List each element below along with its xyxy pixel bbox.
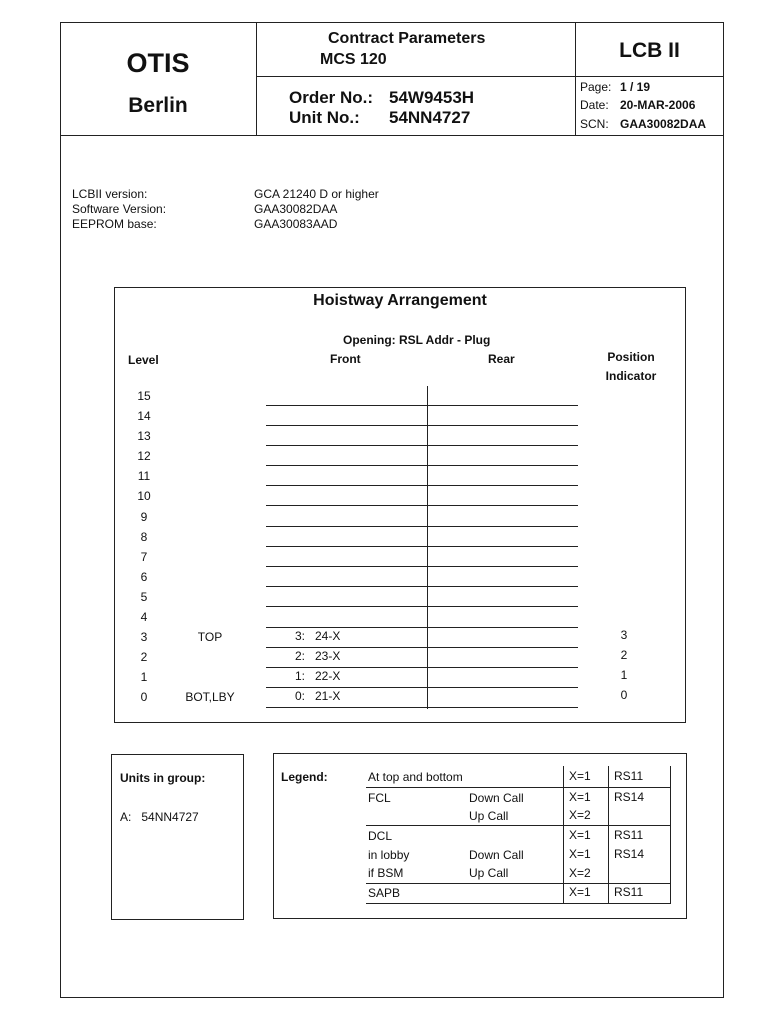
row-line — [266, 445, 578, 446]
front-opening: 1: 22-X — [295, 669, 341, 683]
legend-divider — [366, 903, 670, 904]
legend-x-value: X=1 — [569, 885, 591, 899]
level-number: 9 — [140, 510, 148, 524]
row-line — [266, 465, 578, 466]
row-line — [266, 546, 578, 547]
hoistway-title: Hoistway Arrangement — [313, 292, 487, 309]
header-divider — [60, 135, 724, 136]
version-label: EEPROM base: — [72, 217, 157, 231]
opening-header: Opening: RSL Addr - Plug — [343, 333, 491, 347]
legend-rs-value: RS11 — [614, 885, 644, 899]
legend-in-lobby: in lobby — [368, 848, 410, 862]
legend-rs-value: RS14 — [614, 790, 645, 804]
row-line — [266, 505, 578, 506]
row-line — [266, 627, 578, 628]
level-number: 15 — [137, 389, 151, 403]
level-number: 14 — [137, 409, 151, 423]
row-line — [266, 606, 578, 607]
unit-number: 54NN4727 — [389, 108, 471, 127]
indicator-header: Indicator — [605, 369, 657, 383]
level-number: 13 — [137, 429, 151, 443]
level-number: 7 — [140, 550, 148, 564]
page-label: Page: — [580, 80, 612, 94]
date-label: Date: — [580, 98, 609, 112]
legend-top-bottom: At top and bottom — [368, 770, 463, 784]
level-number: 8 — [140, 530, 148, 544]
legend-divider — [366, 883, 670, 884]
level-number: 0 — [140, 690, 148, 704]
row-line — [266, 526, 578, 527]
legend-rs-value: RS14 — [614, 847, 645, 861]
legend-x-value: X=2 — [569, 808, 591, 822]
document-title: Contract Parameters — [328, 30, 486, 47]
scn-value: GAA30082DAA — [620, 117, 707, 131]
legend-x-value: X=1 — [569, 847, 591, 861]
legend-divider — [366, 787, 670, 788]
header-divider — [256, 22, 257, 136]
legend-x-value: X=1 — [569, 790, 591, 804]
level-number: 12 — [137, 449, 151, 463]
level-header: Level — [128, 353, 159, 367]
row-line — [266, 405, 578, 406]
unit-label: Unit No.: — [289, 108, 360, 127]
front-opening: 2: 23-X — [295, 649, 341, 663]
version-value: GAA30082DAA — [254, 202, 338, 216]
position-header: Position — [607, 350, 655, 364]
row-line — [266, 647, 578, 648]
legend-down-call: Down Call — [469, 848, 524, 862]
level-number: 11 — [137, 469, 151, 483]
front-opening: 0: 21-X — [295, 689, 341, 703]
legend-sapb: SAPB — [368, 886, 401, 900]
document-subtitle: MCS 120 — [320, 51, 387, 68]
legend-if-bsm: if BSM — [368, 866, 404, 880]
position-indicator: 3 — [620, 628, 628, 642]
level-number: 5 — [140, 590, 148, 604]
level-number: 6 — [140, 570, 148, 584]
level-number: 10 — [137, 489, 151, 503]
legend-up-call: Up Call — [469, 866, 509, 880]
floor-label: BOT,LBY — [185, 690, 235, 704]
product-name: LCB II — [619, 39, 680, 62]
rear-header: Rear — [488, 352, 515, 366]
legend-x-value: X=1 — [569, 828, 591, 842]
legend-fcl: FCL — [368, 791, 391, 805]
legend-x-value: X=1 — [569, 769, 591, 783]
version-value: GCA 21240 D or higher — [254, 187, 379, 201]
scn-label: SCN: — [580, 117, 609, 131]
floor-label: TOP — [197, 630, 223, 644]
legend-up-call: Up Call — [469, 809, 509, 823]
position-indicator: 0 — [620, 688, 628, 702]
order-number: 54W9453H — [389, 88, 475, 107]
order-label: Order No.: — [289, 88, 374, 107]
position-indicator: 1 — [620, 668, 628, 682]
version-label: Software Version: — [72, 202, 167, 216]
position-indicator: 2 — [620, 648, 628, 662]
company-name: OTIS — [126, 48, 190, 78]
row-line — [266, 425, 578, 426]
header-divider — [256, 76, 724, 77]
level-number: 2 — [140, 650, 148, 664]
legend-title: Legend: — [281, 770, 328, 784]
date-value: 20-MAR-2006 — [620, 98, 696, 112]
row-line — [266, 566, 578, 567]
row-line — [266, 707, 578, 708]
legend-rs-value: RS11 — [614, 828, 644, 842]
legend-rs-value: RS11 — [614, 769, 644, 783]
version-value: GAA30083AAD — [254, 217, 338, 231]
legend-divider — [670, 766, 671, 904]
legend-dcl: DCL — [368, 829, 393, 843]
row-line — [266, 687, 578, 688]
legend-down-call: Down Call — [469, 791, 524, 805]
level-number: 1 — [140, 670, 148, 684]
version-label: LCBII version: — [72, 187, 148, 201]
row-line — [266, 586, 578, 587]
level-number: 3 — [140, 630, 148, 644]
column-divider — [427, 386, 428, 709]
front-header: Front — [330, 352, 361, 366]
row-line — [266, 485, 578, 486]
page-number: 1 / 19 — [620, 80, 651, 94]
units-group-title: Units in group: — [120, 771, 206, 785]
row-line — [266, 667, 578, 668]
city-name: Berlin — [128, 94, 188, 117]
legend-divider — [366, 825, 670, 826]
level-number: 4 — [140, 610, 148, 624]
front-opening: 3: 24-X — [295, 629, 341, 643]
legend-x-value: X=2 — [569, 866, 591, 880]
unit-entry: A: 54NN4727 — [120, 810, 199, 824]
